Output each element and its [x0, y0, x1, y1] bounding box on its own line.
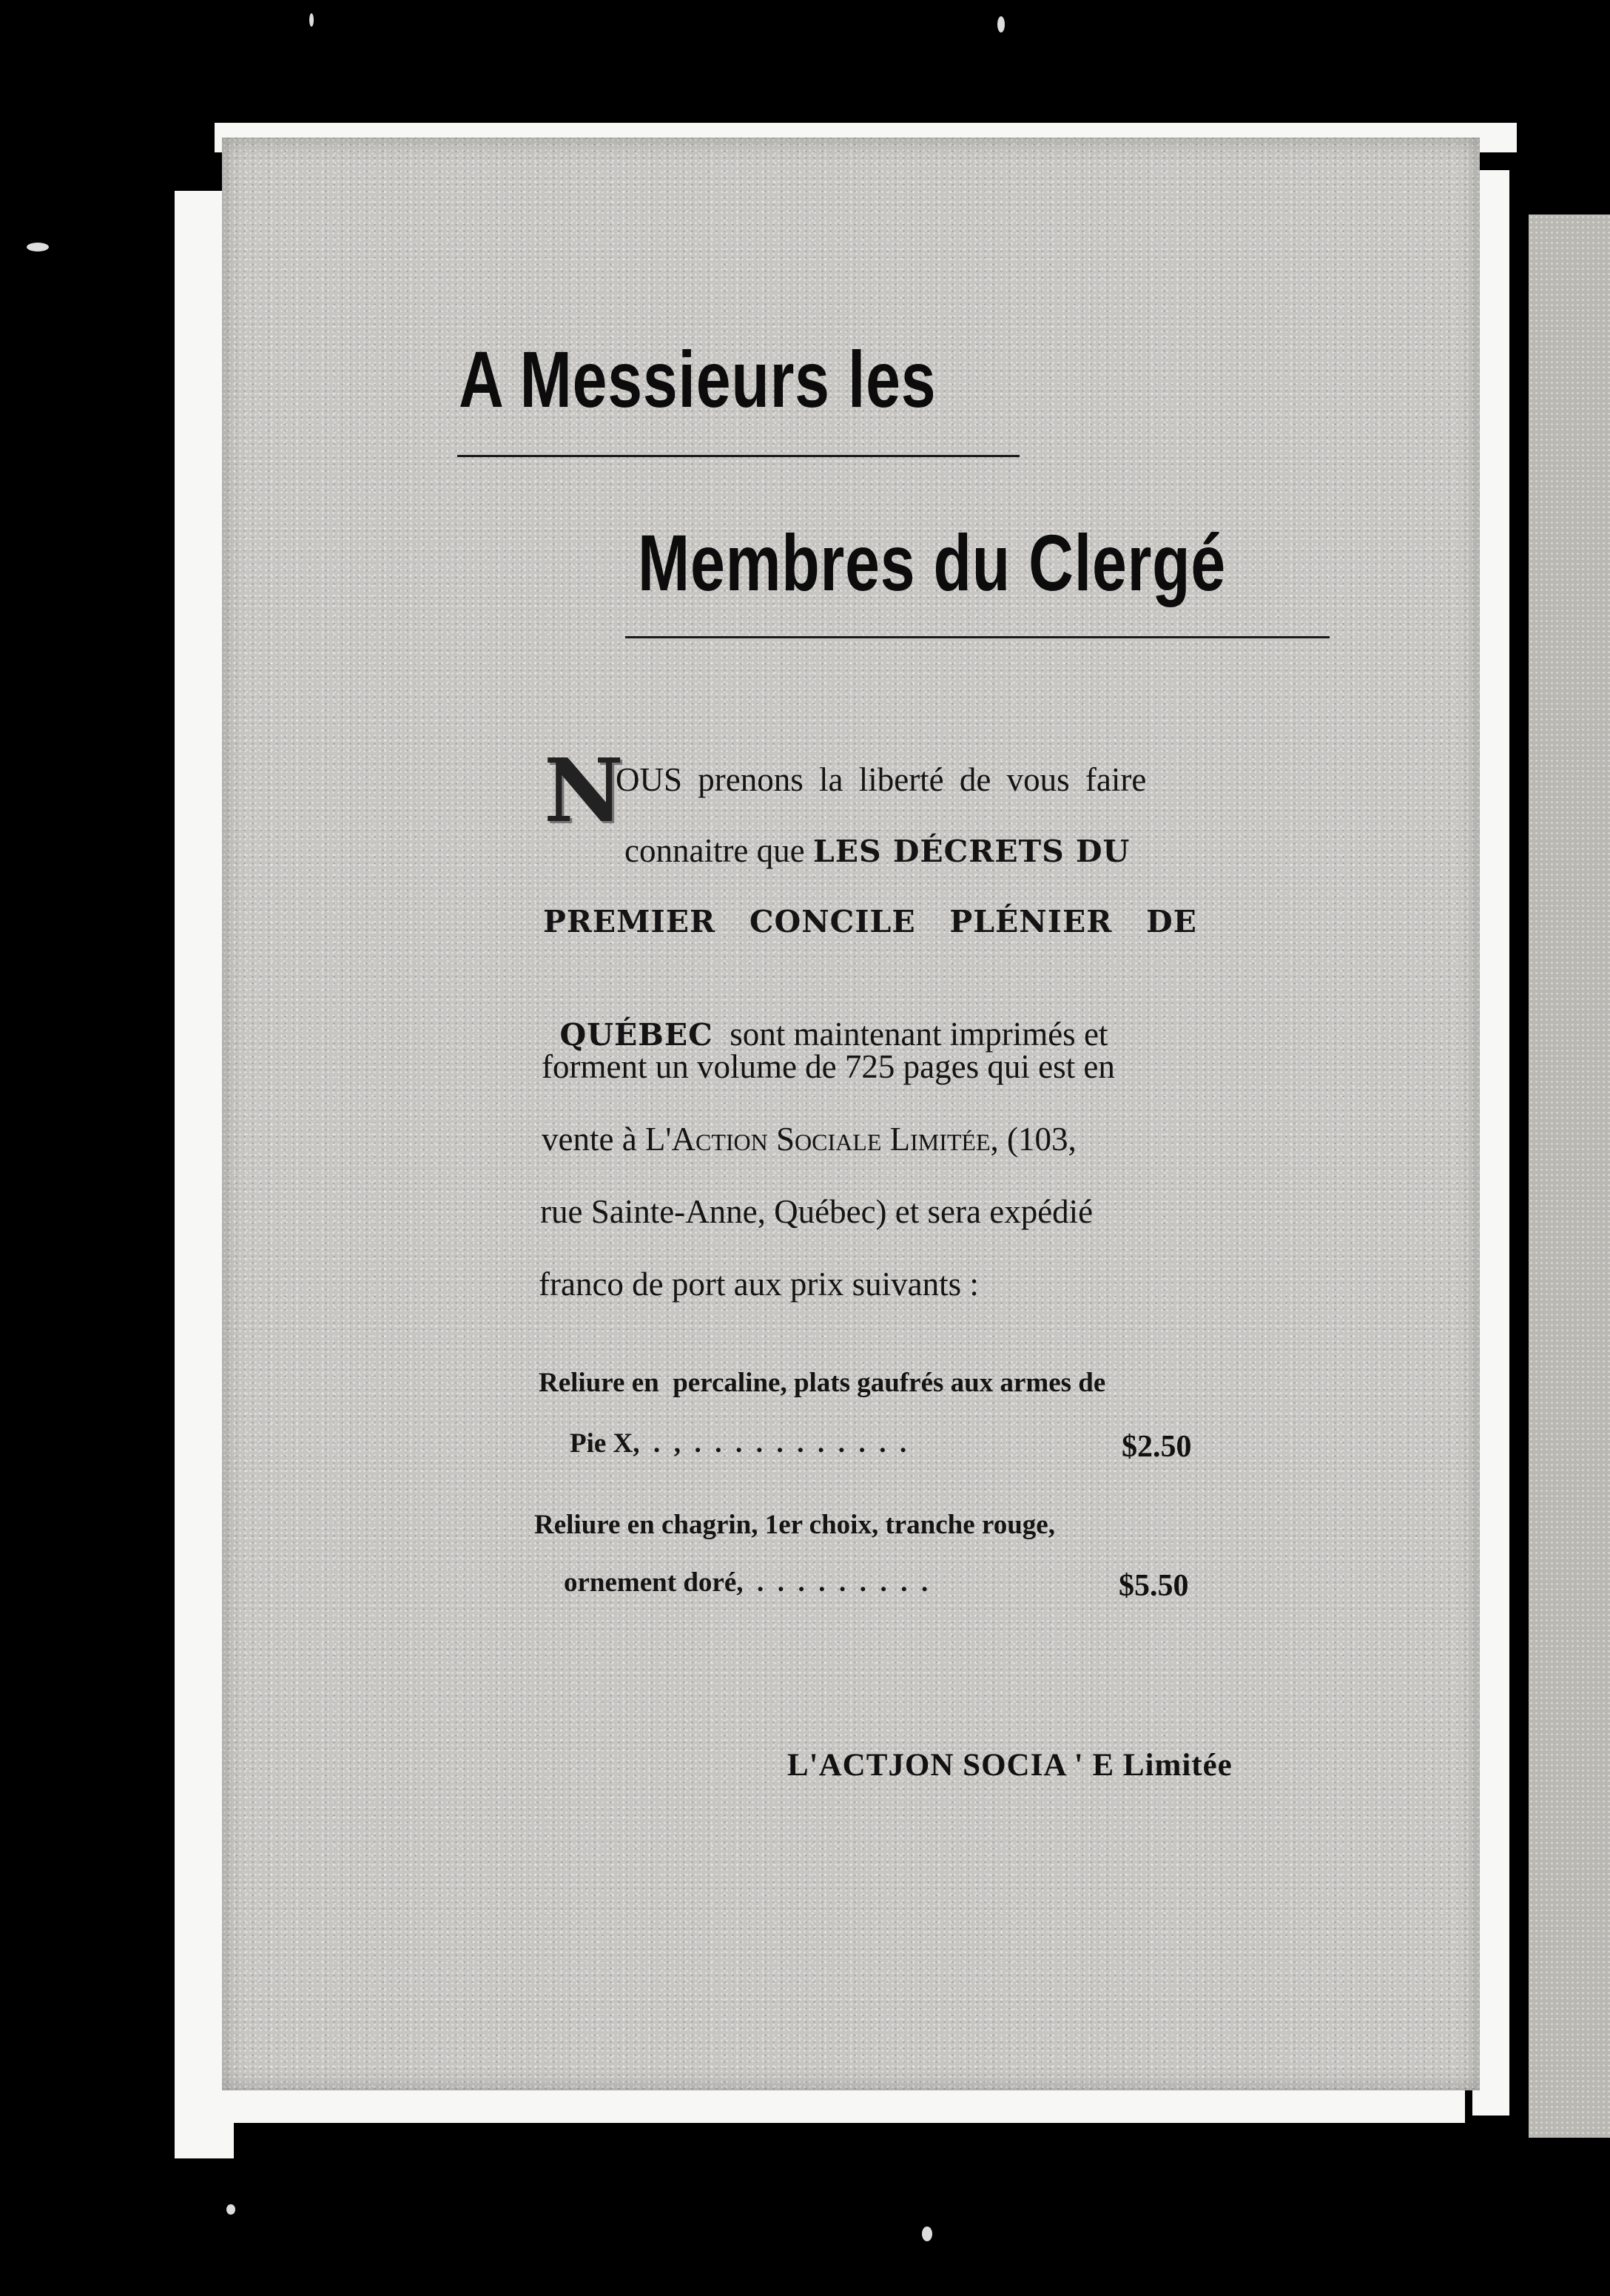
paragraph-line-8: franco de port aux prix suivants : [539, 1266, 979, 1303]
decree-title-part-3: QUÉBEC [559, 1017, 713, 1053]
scan-speck [309, 13, 314, 27]
paragraph-line-4 [543, 976, 1108, 1053]
paragraph-line-3: PREMIER CONCILE PLÉNIER DE [543, 904, 1197, 939]
paragraph-line-4-text: sont maintenant imprimés et [713, 1016, 1108, 1053]
price-item-1-line-1: Reliure en percaline, plats gaufrés aux armes de [539, 1368, 1106, 1398]
paragraph-line-6-text-a: vente à [542, 1121, 645, 1158]
scan-speck [922, 2226, 932, 2241]
scan-speck [997, 16, 1005, 33]
price-item-1-line-2: Pie X, . , . . . . . . . . . . . [570, 1428, 907, 1459]
paragraph-line-2-text: connaitre que [624, 832, 813, 869]
scan-speck [27, 243, 49, 251]
paragraph-line-5: forment un volume de 725 pages qui est en [542, 1048, 1115, 1085]
publisher-signature: L'ACTJON SOCIA ' E Limitée [787, 1748, 1233, 1783]
drop-cap: N [544, 739, 624, 842]
price-item-2-line-1: Reliure en chagrin, 1er choix, tranche rouge, [534, 1510, 1055, 1540]
publisher-name: L'Action Sociale Limitée [644, 1121, 991, 1158]
headline-underline-1 [457, 455, 1020, 457]
scan-speck [226, 2204, 235, 2215]
price-item-1-amount: $2.50 [1122, 1430, 1192, 1464]
paragraph-line-1: OUS prenons la liberté de vous faire [616, 761, 1147, 798]
headline-line-1: A Messieurs les [459, 334, 937, 424]
paragraph-line-6 [542, 1120, 1077, 1158]
price-item-2-amount: $5.50 [1119, 1569, 1189, 1603]
document-page [222, 138, 1480, 2090]
price-item-2-line-2: ornement doré, . . . . . . . . . [564, 1567, 929, 1598]
facing-page [1529, 215, 1610, 2138]
headline-underline-2 [625, 636, 1330, 638]
paragraph-line-7: rue Sainte-Anne, Québec) et sera expédié [540, 1193, 1094, 1230]
paragraph-line-2 [624, 831, 1130, 870]
paragraph-line-6-text-c: , (103, [990, 1121, 1077, 1158]
decree-title-part-1: LES DÉCRETS DU [812, 834, 1131, 869]
headline-line-2: Membres du Clergé [638, 518, 1227, 607]
